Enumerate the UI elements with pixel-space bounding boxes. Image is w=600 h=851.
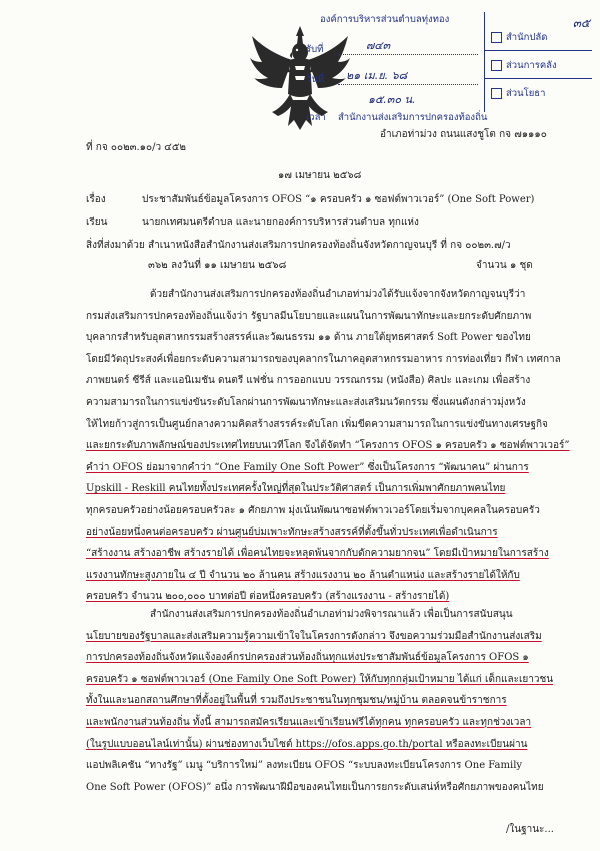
sender-office: สำนักงานส่งเสริมการปกครองท้องถิ่น [338,112,488,123]
text-line: คำว่า OFOS ย่อมาจากคำว่า “One Family One Soft Power” ซึ่งเป็นโครงการ “พัฒนาคน” ผ่านการ [86,461,529,473]
stamp-receive-no: ๗๔๓ [366,39,391,52]
text-line: บุคลากรสำหรับอุตสาหกรรมสร้างสรรค์และวัฒนธรรม ๑๑ ด้าน ภายใต้ยุทธศาสตร์ Soft Power ของไทย [86,332,531,344]
attachment-line1: สำเนาหนังสือสำนักงานส่งเสริมการปกครองท้องถิ่นจังหวัดกาญจนบุรี ที่ กจ ๐๐๒๓.๗/ว [148,240,511,251]
to-label: เรียน [86,217,108,228]
routing-item: ส่วนโยธา [491,86,545,101]
routing-item: สำนักปลัด [491,30,547,45]
routing-hand-number: ๓๕ [572,16,590,30]
routing-box [484,12,592,112]
text-line: ทั้งในและนอกสถานศึกษาที่ตั้งอยู่ในพื้นที่ รวมถึงประชาชนในทุกชุมชน/หมู่บ้าน ตลอดจนข้าราชการ [86,695,507,707]
text-line: และยกระดับภาพลักษณ์ของประเทศไทยบนเวทีโลก จึงได้จัดทำ “โครงการ OFOS ๑ ครอบครัว ๑ ซอฟต์พาวเวอร์” [86,440,570,452]
subject-row [86,192,534,207]
attachment-quantity: จำนวน ๑ ชุด [476,260,533,271]
text-line: One Soft Power (OFOS)” อนึ่ง การพัฒนาฝีมือของคนไทยเป็นการยกระดับเสน่ห์หรือศักยภาพของคนไทย [86,781,544,793]
stamp-date-value: ๒๑ เม.ย. ๖๘ [346,69,408,82]
text-line: แรงงานทักษะสูงภายใน ๔ ปี จำนวน ๒๐ ล้านคน สร้างแรงงาน ๒๐ ล้านตำแหน่ง และสร้างรายได้ให้กับ [86,569,520,581]
text-line: ทุกครอบครัวอย่างน้อยครอบครัวละ ๑ ศักยภาพ มุ่งเน้นพัฒนาซอฟต์พาวเวอร์โดยเริ่มจากบุคคลในครอบครัว [86,505,540,516]
attachment-label: สิ่งที่ส่งมาด้วย [86,240,145,251]
text-line: ด้วยสำนักงานส่งเสริมการปกครองท้องถิ่นอำเภอท่าม่วงได้รับแจ้งจากจังหวัดกาญจนบุรีว่า [150,289,526,300]
text-line: โดยมีวัตถุประสงค์เพื่อยกระดับความสามารถของบุคลากรในภาคอุตสาหกรรมอาหาร การท่องเที่ยว กีฬา เทศกาล [86,353,561,365]
text-line: (ในรูปแบบออนไลน์เท่านั้น) ผ่านช่องทางเว็บไซต์ https://ofos.apps.go.th/portal หรือลงทะเบียนผ่าน [86,738,528,750]
stamp-org: องค์การบริหารส่วนตำบลทุ่งทอง [320,14,450,25]
text-line: สำนักงานส่งเสริมการปกครองท้องถิ่นอำเภอท่าม่วงพิจารณาแล้ว เพื่อเป็นการสนับสนุน [150,609,513,620]
subject-text: ประชาสัมพันธ์ข้อมูลโครงการ OFOS “๑ ครอบครัว ๑ ซอฟต์พาวเวอร์” (One Soft Power) [142,194,535,205]
checkbox-icon [491,32,502,43]
letter-date: ๑๗ เมษายน ๒๕๖๘ [278,170,362,181]
continuation-mark: /ในฐานะ... [506,824,554,835]
to-text: นายกเทศมนตรีตำบล และนายกองค์การบริหารส่วนตำบล ทุกแห่ง [142,217,419,228]
text-line: แอปพลิเคชัน “ทางรัฐ” เมนู “บริการใหม่” ลงทะเบียน OFOS “ระบบลงทะเบียนโครงการ One Family [86,760,523,772]
text-line: ภาพยนตร์ ซีรีส์ และแอนิเมชัน ดนตรี แฟชั่น การออกแบบ วรรณกรรม (หนังสือ) ศิลปะ และเกม เพื่อสร้าง [86,375,531,387]
receiving-stamp [302,10,488,123]
checkbox-icon [491,60,502,71]
text-line: ครอบครัว ๑ ซอฟต์พาวเวอร์ (One Family One Soft Power) ให้กับทุกกลุ่มเป้าหมาย ได้แก่ เด็กและเยาวชน [86,673,554,685]
attachment-line2: ๓๖๒ ลงวันที่ ๑๑ เมษายน ๒๕๖๘ [148,260,287,271]
text-line: Upskill - Reskill คนไทยทั้งประเทศครั้งใหญ่ที่สุดในประวัติศาสตร์ เป็นการเพิ่มพาศักยภาพคนไทย [86,483,506,495]
text-line: กรมส่งเสริมการปกครองท้องถิ่นแจ้งว่า รัฐบาลมีนโยบายและแผนในการพัฒนาทักษะและยกระดับศักยภาพ [86,310,532,322]
text-line: และพนักงานส่วนท้องถิ่น ทั้งนี้ สามารถสมัครเรียนและเข้าเรียนฟรีได้ทุกคน ทุกครอบครัว และทุกช่วงเวลา [86,717,532,728]
subject-label: เรื่อง [86,194,106,205]
sender-address: อำเภอท่าม่วง ถนนแสงชูโต กจ ๗๑๑๑๐ [380,129,547,140]
stamp-receive-label: รับที่ [306,44,324,55]
text-line: ให้ไทยก้าวสู่การเป็นศูนย์กลางความคิดสร้างสรรค์ระดับโลก เพิ่มขีดความสามารถในการแข่งขันทางเศรษฐกิจ [86,418,548,430]
stamp-time-label: เวลา [306,112,326,123]
text-line: อย่างน้อยหนึ่งคนต่อครอบครัว ผ่านศูนย์บ่มเพาะทักษะสร้างสรรค์ที่ตั้งขึ้นทั่วประเทศเพื่อดำเนินการ [86,526,498,538]
stamp-date-label: วันที่ [306,74,325,85]
text-line: การปกครองท้องถิ่นจังหวัดแจ้งองค์กรปกครองส่วนท้องถิ่นทุกแห่งประชาสัมพันธ์ข้อมูลโครงการ OFOS ๑ [86,652,529,664]
text-line: ความสามารถในการแข่งขันระดับโลกผ่านการพัฒนาทักษะและส่งเสริมนวัตกรรม ซึ่งแผนดังกล่าวมุ่งหวัง [86,397,526,408]
checkbox-icon [491,88,502,99]
stamp-time-value: ๑๕.๓๐ น. [368,93,416,106]
text-line: “สร้างงาน สร้างอาชีพ สร้างรายได้ เพื่อคนไทยจะหลุดพ้นจากกับดักความยากจน” โดยมีเป้าหมายในการสร้าง [86,548,549,560]
attachment-row [86,238,511,253]
text-line: นโยบายของรัฐบาลและส่งเสริมความรู้ความเข้าใจในโครงการดังกล่าว จึงขอความร่วมมือสำนักงานส่งเสริม [86,630,542,642]
document-number: ที่ กจ ๐๐๒๓.๑๐/ว ๔๕๒ [86,142,187,153]
to-row [86,215,419,230]
routing-item: ส่วนการคลัง [491,58,557,73]
text-line: ครอบครัว จำนวน ๒๐๐,๐๐๐ บาทต่อปี ต่อหนึ่งครอบครัว (สร้างแรงงาน - สร้างรายได้) [86,591,450,603]
